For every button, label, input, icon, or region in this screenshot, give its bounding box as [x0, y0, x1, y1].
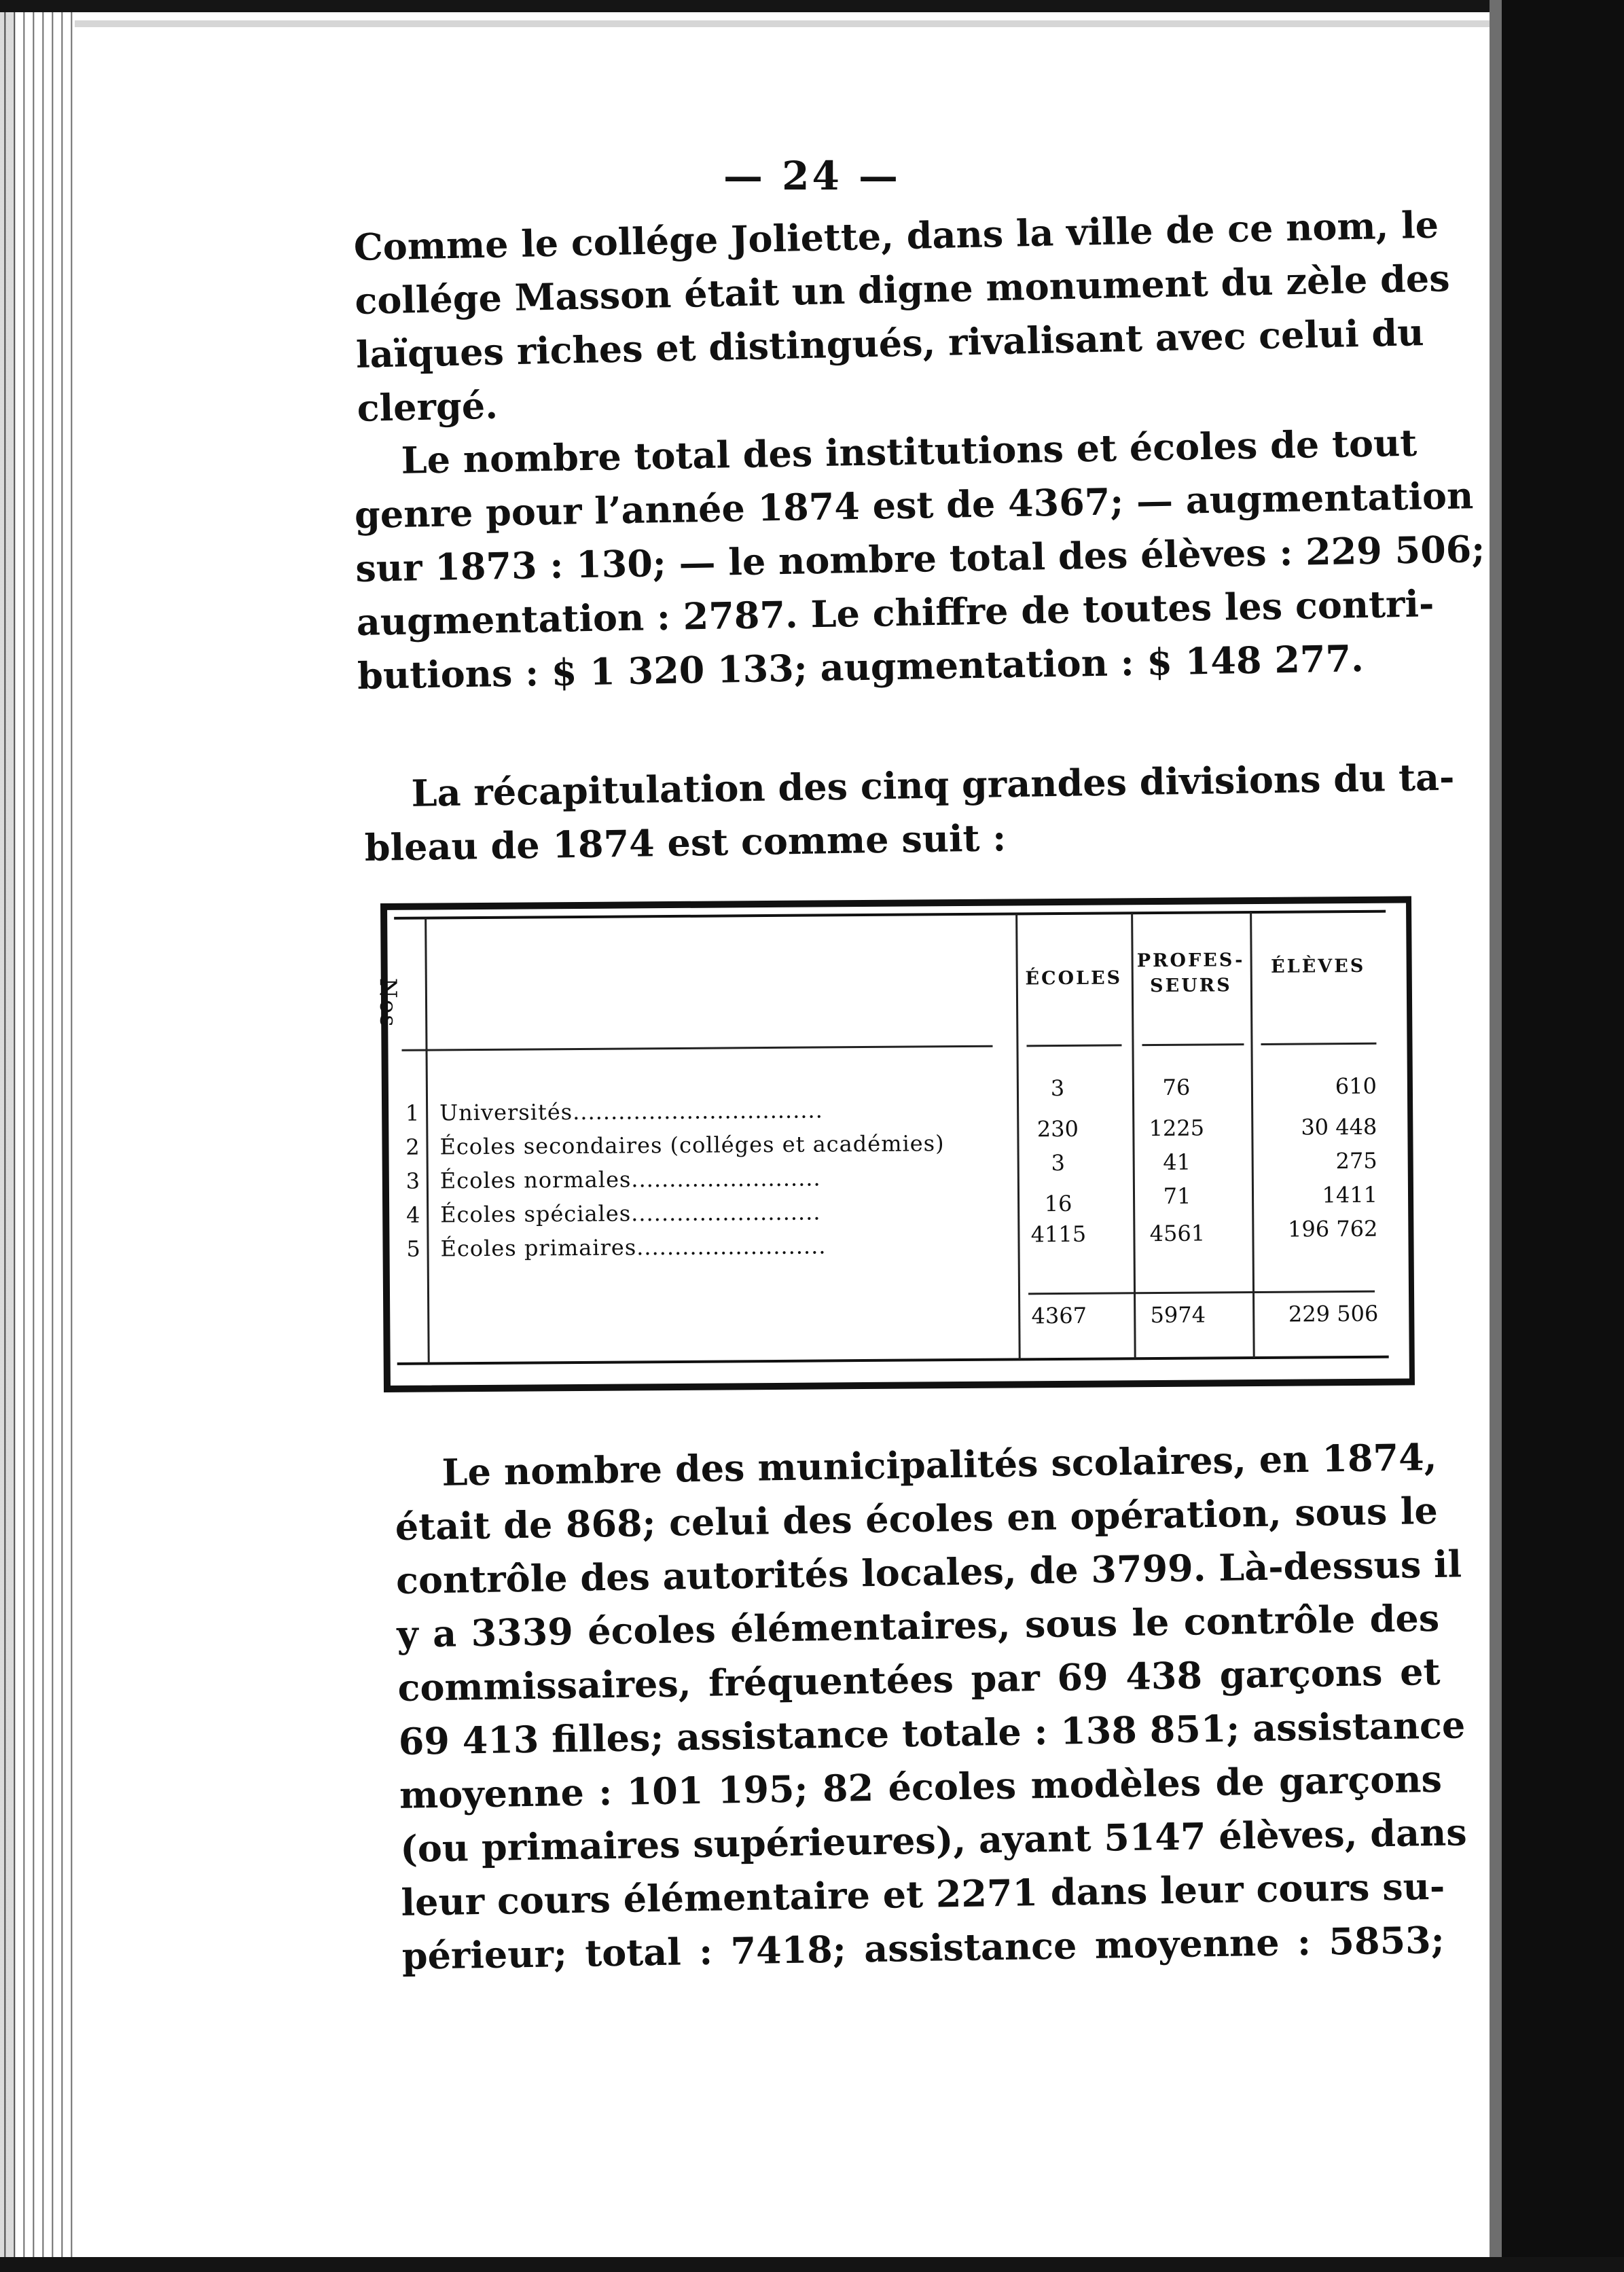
- total-eleves: 229 506: [1288, 1300, 1379, 1327]
- cell-eleves: 30 448: [1301, 1113, 1377, 1140]
- paragraph-1: [353, 199, 1451, 435]
- text-line: augmentation : 2787. Le chiffre de toutes les contri-: [356, 581, 1434, 644]
- text-line: butions : $ 1 320 133; augmentation : $ 148 277.: [357, 636, 1365, 698]
- row-label: Écoles spéciales.........................: [440, 1199, 821, 1228]
- cell-professeurs: 76: [1162, 1074, 1191, 1100]
- text-line: leur cours élémentaire et 2271 dans leur cours su-: [401, 1864, 1445, 1924]
- row-number: 2: [405, 1134, 420, 1160]
- text-line: Le nombre total des institutions et écoles de tout: [401, 420, 1418, 482]
- text-line: 69 413 filles; assistance totale : 138 851; assistance: [398, 1703, 1466, 1763]
- cell-ecoles: 230: [1036, 1115, 1079, 1142]
- row-label: Écoles primaires.........................: [440, 1233, 827, 1262]
- cell-ecoles: 16: [1044, 1190, 1072, 1217]
- row-number: 1: [405, 1100, 420, 1126]
- cell-professeurs: 71: [1163, 1183, 1191, 1209]
- header-professeurs-2: SEURS: [1149, 975, 1232, 997]
- text-line: était de 868; celui des écoles en opération, sous le: [395, 1488, 1439, 1549]
- header-eleves: ÉLÈVES: [1270, 955, 1366, 977]
- text-line: bleau de 1874 est comme suit :: [364, 816, 1007, 869]
- text-line: moyenne : 101 195; 82 écoles modèles de garçons: [399, 1756, 1443, 1817]
- total-professeurs: 5974: [1150, 1301, 1206, 1329]
- cell-ecoles: 4115: [1030, 1221, 1087, 1248]
- text-line: Comme le collége Joliette, dans la ville de ce nom, le: [353, 202, 1439, 269]
- cell-professeurs: 4561: [1149, 1220, 1206, 1247]
- text-line: Le nombre des municipalités scolaires, en 1874,: [441, 1435, 1437, 1494]
- paragraph-2: [353, 416, 1485, 703]
- paragraph-4: [394, 1430, 1468, 1983]
- cell-ecoles: 3: [1051, 1149, 1065, 1176]
- page-number: — 24 —: [723, 153, 901, 199]
- text-line: clergé.: [357, 383, 499, 430]
- text-line: contrôle des autorités locales, de 3799. Là-dessus il: [395, 1542, 1462, 1602]
- row-number: 4: [405, 1202, 420, 1228]
- cell-professeurs: 41: [1163, 1149, 1191, 1175]
- recap-table: [374, 896, 1416, 1399]
- text-line: périeur; total : 7418; assistance moyenne : 5853;: [401, 1917, 1445, 1978]
- text-line: commissaires, fréquentées par 69 438 garçons et: [397, 1649, 1441, 1710]
- cell-eleves: 275: [1335, 1147, 1377, 1174]
- text-line: y a 3339 écoles élémentaires, sous le contrôle des: [396, 1595, 1440, 1656]
- text-line: sur 1873 : 130; — le nombre total des élèves : 229 506;: [355, 526, 1485, 590]
- cell-eleves: 1411: [1322, 1181, 1378, 1208]
- header-nos: Nos: [374, 977, 402, 1028]
- cell-ecoles: 3: [1050, 1075, 1065, 1102]
- cell-professeurs: 1225: [1149, 1115, 1205, 1142]
- row-label: Universités.................................: [439, 1097, 823, 1126]
- paragraph-3: [363, 751, 1455, 875]
- row-number: 5: [406, 1236, 420, 1262]
- text-line: genre pour l’année 1874 est de 4367; — augmentation: [354, 473, 1474, 537]
- row-label: Écoles normales.........................: [439, 1165, 821, 1194]
- header-ecoles: ÉCOLES: [1025, 967, 1123, 990]
- table-row: [399, 1215, 1391, 1270]
- text-line: (ou primaires supérieures), ayant 5147 élèves, dans: [399, 1810, 1468, 1871]
- cell-eleves: 196 762: [1287, 1215, 1378, 1242]
- header-professeurs-1: PROFES-: [1136, 950, 1245, 972]
- text-line: collége Masson était un digne monument du zèle des: [354, 256, 1451, 323]
- text-line: laïques riches et distingués, rivalisant avec celui du: [355, 310, 1425, 376]
- total-ecoles: 4367: [1031, 1302, 1087, 1329]
- row-label: Écoles secondaires (colléges et académies): [439, 1130, 945, 1160]
- cell-eleves: 610: [1335, 1072, 1377, 1100]
- text-line: La récapitulation des cinq grandes divisions du ta-: [411, 755, 1455, 815]
- row-number: 3: [405, 1168, 420, 1194]
